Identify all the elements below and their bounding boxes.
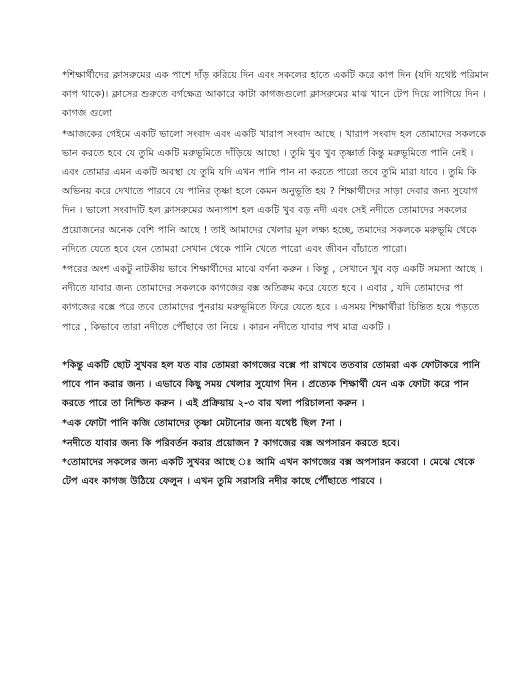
paragraph-text: *কিন্তু একটি ছোট সুখবর হল যত বার তোমরা কাগজের বক্সে পা রাখবে ততবার তোমরা এক ফোটাকরে পানি পাবে পান করার জন্য । এভাবে কিছু সময় খেলার সুযোগ দিন । প্রত্যেক শিক্ষার্থী যেন এক ফোটা করে পান করতে পারে তা নিশ্চিত করুন । এই প্রক্রিয়ায় ২-৩ বার খলা পরিচালনা করুন । bbox=[62, 359, 481, 410]
paragraph-text: *আজকের গেইমে একটি ভালো সংবাদ এবং একটি খারাপ সংবাদ আছে । খারাপ সংবাদ হল তোমাদের সকলকে ভান করতে হবে যে তুমি একটি মরুভূমিতে দাঁড়িয়ে আছো । তুমি খুব খুব তৃষ্ণার্ত কিন্তু মরুভূমিতে পানি নেই । এবং তোমার এমন একটি অবস্থা যে তুমি যদি এখন পানি পান না করতে পারো তবে তুমি মারা যাবে । তুমি কি অভিনয় করে দেখাতে পারবে যে পানির তৃষ্ণা হলে কেমন অনুভূতি হয় ? শিক্ষার্থীদের সাড়া দেবার জন্য সুযোগ দিন । ভালো সংবাদটি হল ক্লাসরুমের অন্যপাশ হল একটি খুব বড় নদী এবং সেই নদীতে তোমাদের সকলের প্রয়োজনের অনেক বেশি পানি আছে ! তাই আমাদের খেলার মূল লক্ষ্য হচ্ছে, তমাদের সকলকে মরুভূমি থেকে নদিতে যেতে হবে যেন তোমরা সেখান থেকে পানি খেতে পারো এবং জীবন বাঁচাতে পারো। bbox=[62, 128, 487, 255]
paragraph-setup-instructions bbox=[62, 66, 490, 124]
paragraph-text: *নদীতে যাবার জন্য কি পরিবর্তন করার প্রয়োজন ? কাগজের বক্স অপসারন করতে হবে। bbox=[62, 437, 400, 449]
paragraph-question-enough-water bbox=[62, 414, 490, 433]
paragraph-text: *শিক্ষার্থীদের ক্লাসরুমের এক পাশে দাঁড় করিয়ে দিন এবং সকলের হাতে একটি করে কাপ দিন (যদি যথেষ্ট পরিমান কাপ থাকে)। ক্লাসের শুরুতে বর্গক্ষেত্র আকারে কাটা কাগজগুলো ক্লাসরুমের মাঝ খানে টেপ দিয়ে লাগিয়ে দিন । কাগজ গুলো bbox=[62, 70, 489, 120]
paragraph-good-bad-news bbox=[62, 125, 490, 259]
paragraph-question-change-needed bbox=[62, 434, 490, 453]
paragraph-text: *পরের অংশ একটু নাটকীয় ভাবে শিক্ষার্থীদের মাঝে বর্ণনা করুন । কিন্তু , সেখানে খুব বড় একটি সমস্যা আছে । নদীতে যাবার জন্য তোমাদের সকলকে কাগজের বক্স অতিক্রম করে যেতে হবে । এবার , যদি তোমাদের পা কাগজের বক্সে পরে তবে তোমাদের পুনরায় মরুভূমিতে ফিরে যেতে হবে । এসময় শিক্ষার্থীরা চিন্তিত হয়ে পড়তে পারে , কিভাবে তারা নদীতে পৌঁছাবে তা নিয়ে । কারন নদীতে যাবার পথ মাত্র একটি । bbox=[62, 264, 483, 333]
document-body bbox=[62, 66, 490, 491]
paragraph-remove-boxes bbox=[62, 453, 490, 491]
paragraph-text: *এক ফোটা পানি কজি তোমাদের তৃষ্ণা মেটানোর জন্য যথেষ্ট ছিল ?না । bbox=[62, 418, 342, 430]
paragraph-paper-box-problem bbox=[62, 260, 490, 337]
paragraph-text: *তোমাদের সকলের জন্য একটি সুখবর আছে ঃ আমি এখন কাগজের বক্স অপসারন করবো । মেঝে থেকে টেপ এবং কাগজ উঠিয়ে ফেলুন । এখন তুমি সরাসরি নদীর কাছে পৌঁছাতে পারবে । bbox=[62, 456, 475, 488]
paragraph-small-good-news bbox=[62, 356, 490, 414]
